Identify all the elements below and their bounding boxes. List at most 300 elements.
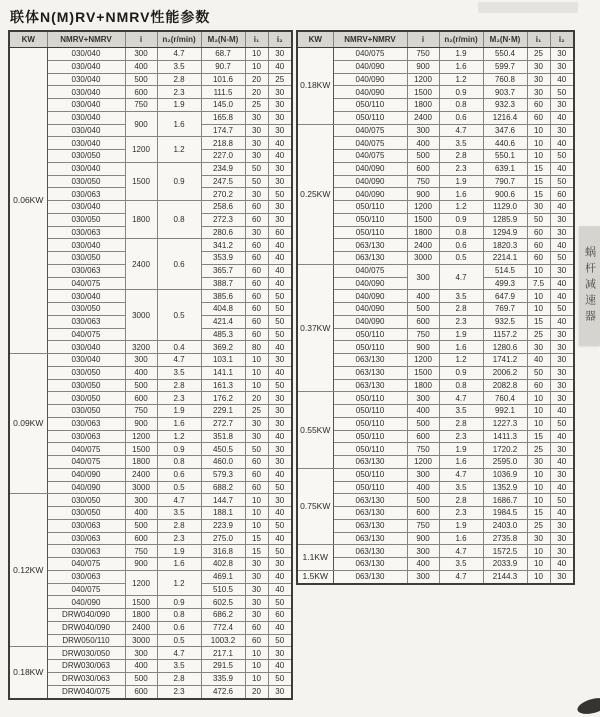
torque-m2-cell: 2082.8 — [483, 379, 527, 392]
i2-cell: 50 — [268, 303, 292, 316]
torque-m2-cell: 229.1 — [201, 405, 245, 418]
speed-n2-cell: 2.3 — [157, 532, 201, 545]
i2-cell: 30 — [550, 354, 574, 367]
model-cell: 050/110 — [333, 481, 407, 494]
model-cell: 063/130 — [333, 570, 407, 584]
table-row — [297, 379, 574, 392]
model-cell: 030/063 — [47, 264, 125, 277]
i1-cell: 60 — [245, 634, 268, 647]
i1-cell: 30 — [245, 596, 268, 609]
i1-cell: 25 — [527, 328, 550, 341]
speed-n2-cell: 4.7 — [439, 570, 483, 584]
torque-m2-cell: 111.5 — [201, 86, 245, 99]
torque-m2-cell: 647.9 — [483, 290, 527, 303]
speed-n2-cell: 0.9 — [157, 162, 201, 200]
model-cell: 050/110 — [333, 341, 407, 354]
model-cell: 030/040 — [47, 290, 125, 303]
torque-m2-cell: 188.1 — [201, 507, 245, 520]
i1-cell: 30 — [245, 150, 268, 163]
i1-cell: 10 — [245, 660, 268, 673]
speed-n2-cell: 1.9 — [157, 405, 201, 418]
torque-m2-cell: 579.3 — [201, 468, 245, 481]
torque-m2-cell: 900.6 — [483, 188, 527, 201]
i1-cell: 50 — [245, 443, 268, 456]
speed-n2-cell: 4.7 — [439, 264, 483, 290]
column-header: KW — [9, 31, 47, 48]
speed-n2-cell: 2.8 — [157, 379, 201, 392]
torque-m2-cell: 1227.3 — [483, 417, 527, 430]
table-row — [297, 532, 574, 545]
model-cell: DRW040/090 — [47, 609, 125, 622]
i2-cell: 40 — [550, 239, 574, 252]
speed-n2-cell: 0.6 — [157, 468, 201, 481]
i2-cell: 50 — [268, 328, 292, 341]
model-cell: 050/110 — [333, 468, 407, 481]
table-row — [297, 315, 574, 328]
i2-cell: 30 — [268, 558, 292, 571]
kw-cell: 0.18KW — [9, 647, 47, 699]
table-row — [297, 175, 574, 188]
model-cell: 030/050 — [47, 150, 125, 163]
i1-cell: 25 — [245, 405, 268, 418]
ratio-i-cell: 900 — [407, 532, 439, 545]
i1-cell: 60 — [245, 277, 268, 290]
torque-m2-cell: 227.0 — [201, 150, 245, 163]
torque-m2-cell: 2006.2 — [483, 366, 527, 379]
speed-n2-cell: 2.8 — [157, 73, 201, 86]
table-row — [9, 354, 292, 367]
i1-cell: 10 — [245, 494, 268, 507]
model-cell: 030/063 — [47, 417, 125, 430]
i2-cell: 30 — [550, 532, 574, 545]
model-cell: 030/063 — [47, 532, 125, 545]
i1-cell: 20 — [245, 392, 268, 405]
torque-m2-cell: 165.8 — [201, 111, 245, 124]
ratio-i-cell: 3000 — [125, 481, 157, 494]
torque-m2-cell: 280.6 — [201, 226, 245, 239]
i1-cell: 10 — [527, 290, 550, 303]
table-row — [297, 111, 574, 124]
i2-cell: 50 — [268, 481, 292, 494]
i1-cell: 60 — [245, 290, 268, 303]
ratio-i-cell: 750 — [407, 175, 439, 188]
i2-cell: 40 — [550, 277, 574, 290]
ratio-i-cell: 900 — [125, 558, 157, 571]
table-row — [9, 86, 292, 99]
table-row — [9, 494, 292, 507]
ratio-i-cell: 750 — [125, 405, 157, 418]
speed-n2-cell: 3.5 — [439, 137, 483, 150]
model-cell: 050/110 — [333, 111, 407, 124]
model-cell: 030/040 — [47, 60, 125, 73]
speed-n2-cell: 0.8 — [157, 201, 201, 239]
speed-n2-cell: 0.9 — [157, 443, 201, 456]
i1-cell: 30 — [245, 188, 268, 201]
torque-m2-cell: 1572.5 — [483, 545, 527, 558]
ratio-i-cell: 600 — [407, 430, 439, 443]
kw-cell: 0.75KW — [297, 468, 333, 545]
i1-cell: 30 — [527, 456, 550, 469]
speed-n2-cell: 1.6 — [439, 532, 483, 545]
i2-cell: 40 — [268, 239, 292, 252]
page-title: 联体N(M)RV+NMRV性能参数 — [10, 9, 211, 25]
speed-n2-cell: 1.6 — [439, 456, 483, 469]
i2-cell: 30 — [268, 417, 292, 430]
table-row — [297, 99, 574, 112]
i2-cell: 30 — [550, 366, 574, 379]
torque-m2-cell: 450.5 — [201, 443, 245, 456]
torque-m2-cell: 772.4 — [201, 621, 245, 634]
model-cell: 040/090 — [333, 162, 407, 175]
column-header: i — [125, 31, 157, 48]
model-cell: 030/050 — [47, 379, 125, 392]
i1-cell: 60 — [245, 481, 268, 494]
i2-cell: 30 — [268, 162, 292, 175]
model-cell: DRW030/063 — [47, 660, 125, 673]
ratio-i-cell: 1800 — [125, 609, 157, 622]
torque-m2-cell: 144.7 — [201, 494, 245, 507]
kw-cell: 0.12KW — [9, 494, 47, 647]
i1-cell: 60 — [245, 201, 268, 214]
table-row — [297, 443, 574, 456]
column-header: i₂ — [550, 31, 574, 48]
i2-cell: 40 — [550, 137, 574, 150]
model-cell: 040/090 — [333, 303, 407, 316]
model-cell: 050/110 — [333, 213, 407, 226]
i1-cell: 10 — [245, 519, 268, 532]
i2-cell: 40 — [268, 60, 292, 73]
speed-n2-cell: 0.8 — [439, 226, 483, 239]
torque-m2-cell: 101.6 — [201, 73, 245, 86]
i1-cell: 25 — [527, 48, 550, 61]
table-row — [9, 660, 292, 673]
column-header: i — [407, 31, 439, 48]
ratio-i-cell: 300 — [407, 545, 439, 558]
model-cell: DRW030/050 — [47, 647, 125, 660]
torque-m2-cell: 1129.0 — [483, 201, 527, 214]
ratio-i-cell: 2400 — [125, 468, 157, 481]
speed-n2-cell: 0.5 — [157, 481, 201, 494]
speed-n2-cell: 3.5 — [439, 290, 483, 303]
torque-m2-cell: 272.3 — [201, 213, 245, 226]
speed-n2-cell: 4.7 — [439, 392, 483, 405]
ratio-i-cell: 1200 — [125, 570, 157, 596]
i1-cell: 10 — [527, 468, 550, 481]
model-cell: 040/075 — [333, 137, 407, 150]
i2-cell: 30 — [268, 124, 292, 137]
ratio-i-cell: 300 — [407, 570, 439, 584]
speed-n2-cell: 2.3 — [439, 430, 483, 443]
ratio-i-cell: 3000 — [125, 290, 157, 341]
i1-cell: 15 — [527, 162, 550, 175]
torque-m2-cell: 404.8 — [201, 303, 245, 316]
model-cell: 063/130 — [333, 379, 407, 392]
table-row — [297, 494, 574, 507]
ratio-i-cell: 3200 — [125, 341, 157, 354]
speed-n2-cell: 2.8 — [439, 303, 483, 316]
i2-cell: 40 — [268, 570, 292, 583]
i2-cell: 30 — [550, 124, 574, 137]
torque-m2-cell: 1003.2 — [201, 634, 245, 647]
model-cell: 040/090 — [333, 175, 407, 188]
i1-cell: 25 — [527, 519, 550, 532]
speed-n2-cell: 1.2 — [157, 570, 201, 596]
speed-n2-cell: 2.3 — [439, 315, 483, 328]
table-row — [9, 137, 292, 150]
i1-cell: 15 — [527, 315, 550, 328]
speed-n2-cell: 0.9 — [439, 366, 483, 379]
i2-cell: 50 — [268, 379, 292, 392]
model-cell: 040/075 — [47, 456, 125, 469]
model-cell: 063/130 — [333, 507, 407, 520]
i1-cell: 10 — [527, 570, 550, 584]
i1-cell: 10 — [245, 507, 268, 520]
speed-n2-cell: 1.9 — [439, 48, 483, 61]
model-cell: 063/130 — [333, 519, 407, 532]
table-row — [297, 328, 574, 341]
ratio-i-cell: 400 — [125, 507, 157, 520]
ratio-i-cell: 500 — [125, 379, 157, 392]
speed-n2-cell: 3.5 — [439, 558, 483, 571]
i2-cell: 40 — [268, 532, 292, 545]
ratio-i-cell: 1800 — [125, 456, 157, 469]
torque-m2-cell: 217.1 — [201, 647, 245, 660]
i2-cell: 40 — [550, 430, 574, 443]
i1-cell: 60 — [527, 252, 550, 265]
model-cell: DRW040/075 — [47, 685, 125, 699]
speed-n2-cell: 3.5 — [157, 366, 201, 379]
ratio-i-cell: 3000 — [125, 634, 157, 647]
torque-m2-cell: 385.6 — [201, 290, 245, 303]
speed-n2-cell: 4.7 — [439, 124, 483, 137]
model-cell: 040/075 — [47, 558, 125, 571]
model-cell: 030/040 — [47, 341, 125, 354]
torque-m2-cell: 599.7 — [483, 60, 527, 73]
i1-cell: 60 — [245, 239, 268, 252]
table-row — [297, 519, 574, 532]
torque-m2-cell: 2214.1 — [483, 252, 527, 265]
i1-cell: 7.5 — [527, 277, 550, 290]
i2-cell: 30 — [550, 519, 574, 532]
spec-table-right — [296, 30, 575, 585]
column-header: i₁ — [527, 31, 550, 48]
i2-cell: 30 — [550, 213, 574, 226]
model-cell: 040/090 — [333, 60, 407, 73]
i1-cell: 60 — [527, 226, 550, 239]
kw-cell: 0.25KW — [297, 124, 333, 264]
speed-n2-cell: 0.9 — [157, 596, 201, 609]
column-header: n₂(r/min) — [157, 31, 201, 48]
i2-cell: 30 — [268, 213, 292, 226]
speed-n2-cell: 1.9 — [157, 99, 201, 112]
table-row — [297, 558, 574, 571]
i1-cell: 10 — [527, 481, 550, 494]
speed-n2-cell: 0.8 — [157, 456, 201, 469]
speed-n2-cell: 1.9 — [439, 175, 483, 188]
i2-cell: 60 — [268, 609, 292, 622]
torque-m2-cell: 499.3 — [483, 277, 527, 290]
i2-cell: 40 — [550, 315, 574, 328]
speed-n2-cell: 0.9 — [439, 213, 483, 226]
i2-cell: 30 — [550, 392, 574, 405]
i1-cell: 80 — [245, 341, 268, 354]
model-cell: 050/110 — [333, 405, 407, 418]
table-row — [9, 685, 292, 699]
i2-cell: 30 — [268, 48, 292, 61]
speed-n2-cell: 1.2 — [439, 201, 483, 214]
table-row — [297, 48, 574, 61]
torque-m2-cell: 1280.6 — [483, 341, 527, 354]
speed-n2-cell: 1.9 — [439, 519, 483, 532]
torque-m2-cell: 932.5 — [483, 315, 527, 328]
ratio-i-cell: 1800 — [407, 226, 439, 239]
ratio-i-cell: 750 — [407, 48, 439, 61]
table-row — [297, 417, 574, 430]
i2-cell: 40 — [550, 111, 574, 124]
speed-n2-cell: 1.2 — [157, 137, 201, 163]
speed-n2-cell: 0.8 — [157, 609, 201, 622]
model-cell: 050/110 — [333, 392, 407, 405]
model-cell: 030/063 — [47, 570, 125, 583]
i1-cell: 10 — [527, 303, 550, 316]
speed-n2-cell: 0.6 — [157, 621, 201, 634]
speed-n2-cell: 1.2 — [157, 430, 201, 443]
i1-cell: 10 — [527, 417, 550, 430]
model-cell: 030/050 — [47, 405, 125, 418]
model-cell: 030/040 — [47, 111, 125, 124]
i2-cell: 40 — [550, 507, 574, 520]
table-row — [297, 507, 574, 520]
i1-cell: 30 — [245, 430, 268, 443]
speed-n2-cell: 4.7 — [157, 647, 201, 660]
speed-n2-cell: 0.4 — [157, 341, 201, 354]
column-header: M₂(N·M) — [483, 31, 527, 48]
ratio-i-cell: 1200 — [407, 73, 439, 86]
torque-m2-cell: 2403.0 — [483, 519, 527, 532]
i1-cell: 30 — [527, 73, 550, 86]
speed-n2-cell: 4.7 — [157, 48, 201, 61]
table-row — [9, 481, 292, 494]
model-cell: 063/130 — [333, 366, 407, 379]
column-header: M₂(N-M) — [201, 31, 245, 48]
i1-cell: 10 — [527, 558, 550, 571]
ratio-i-cell: 400 — [125, 660, 157, 673]
speed-n2-cell: 2.8 — [157, 672, 201, 685]
table-row — [297, 124, 574, 137]
i2-cell: 40 — [268, 621, 292, 634]
ratio-i-cell: 1500 — [125, 596, 157, 609]
torque-m2-cell: 402.8 — [201, 558, 245, 571]
ratio-i-cell: 900 — [407, 341, 439, 354]
speed-n2-cell: 0.5 — [157, 290, 201, 341]
speed-n2-cell: 1.6 — [157, 558, 201, 571]
i1-cell: 30 — [527, 341, 550, 354]
i2-cell: 40 — [550, 201, 574, 214]
speed-n2-cell: 0.5 — [439, 252, 483, 265]
speed-n2-cell: 3.5 — [157, 60, 201, 73]
torque-m2-cell: 1741.2 — [483, 354, 527, 367]
i1-cell: 30 — [245, 609, 268, 622]
ratio-i-cell: 1200 — [407, 354, 439, 367]
torque-m2-cell: 686.2 — [201, 609, 245, 622]
speed-n2-cell: 4.7 — [439, 545, 483, 558]
ratio-i-cell: 500 — [125, 672, 157, 685]
ratio-i-cell: 1500 — [407, 213, 439, 226]
i2-cell: 30 — [550, 443, 574, 456]
ratio-i-cell: 400 — [407, 481, 439, 494]
torque-m2-cell: 639.1 — [483, 162, 527, 175]
torque-m2-cell: 760.8 — [483, 73, 527, 86]
i1-cell: 60 — [245, 213, 268, 226]
i2-cell: 30 — [268, 111, 292, 124]
ratio-i-cell: 500 — [125, 519, 157, 532]
speed-n2-cell: 4.7 — [157, 354, 201, 367]
i1-cell: 30 — [245, 111, 268, 124]
ratio-i-cell: 1200 — [125, 430, 157, 443]
speed-n2-cell: 1.2 — [439, 73, 483, 86]
i2-cell: 50 — [268, 672, 292, 685]
table-row — [9, 162, 292, 175]
i1-cell: 30 — [245, 570, 268, 583]
i2-cell: 30 — [268, 647, 292, 660]
torque-m2-cell: 291.5 — [201, 660, 245, 673]
column-header: i₂ — [268, 31, 292, 48]
speed-n2-cell: 0.6 — [157, 239, 201, 290]
ratio-i-cell: 600 — [407, 507, 439, 520]
table-row — [297, 481, 574, 494]
i2-cell: 50 — [268, 545, 292, 558]
torque-m2-cell: 369.2 — [201, 341, 245, 354]
table-row — [297, 162, 574, 175]
i1-cell: 60 — [527, 99, 550, 112]
torque-m2-cell: 365.7 — [201, 264, 245, 277]
ratio-i-cell: 1500 — [407, 366, 439, 379]
speed-n2-cell: 4.7 — [439, 468, 483, 481]
i1-cell: 25 — [245, 99, 268, 112]
torque-m2-cell: 351.8 — [201, 430, 245, 443]
ratio-i-cell: 400 — [407, 137, 439, 150]
model-cell: 040/075 — [47, 443, 125, 456]
table-row — [297, 188, 574, 201]
table-row — [9, 672, 292, 685]
torque-m2-cell: 2144.3 — [483, 570, 527, 584]
i2-cell: 30 — [550, 48, 574, 61]
i1-cell: 60 — [527, 239, 550, 252]
model-cell: 030/040 — [47, 124, 125, 137]
i2-cell: 50 — [550, 417, 574, 430]
speed-n2-cell: 1.2 — [439, 354, 483, 367]
table-row — [9, 609, 292, 622]
ratio-i-cell: 900 — [407, 60, 439, 73]
i2-cell: 30 — [550, 379, 574, 392]
model-cell: 030/050 — [47, 392, 125, 405]
model-cell: 063/130 — [333, 354, 407, 367]
i2-cell: 50 — [268, 315, 292, 328]
ratio-i-cell: 1800 — [407, 379, 439, 392]
torque-m2-cell: 2595.0 — [483, 456, 527, 469]
model-cell: 040/075 — [47, 583, 125, 596]
faded-header-watermark — [478, 2, 578, 13]
i1-cell: 50 — [527, 213, 550, 226]
ratio-i-cell: 600 — [407, 315, 439, 328]
ratio-i-cell: 300 — [407, 264, 439, 290]
torque-m2-cell: 258.6 — [201, 201, 245, 214]
torque-m2-cell: 234.9 — [201, 162, 245, 175]
torque-m2-cell: 223.9 — [201, 519, 245, 532]
table-row — [9, 532, 292, 545]
ratio-i-cell: 400 — [125, 366, 157, 379]
i2-cell: 30 — [550, 341, 574, 354]
